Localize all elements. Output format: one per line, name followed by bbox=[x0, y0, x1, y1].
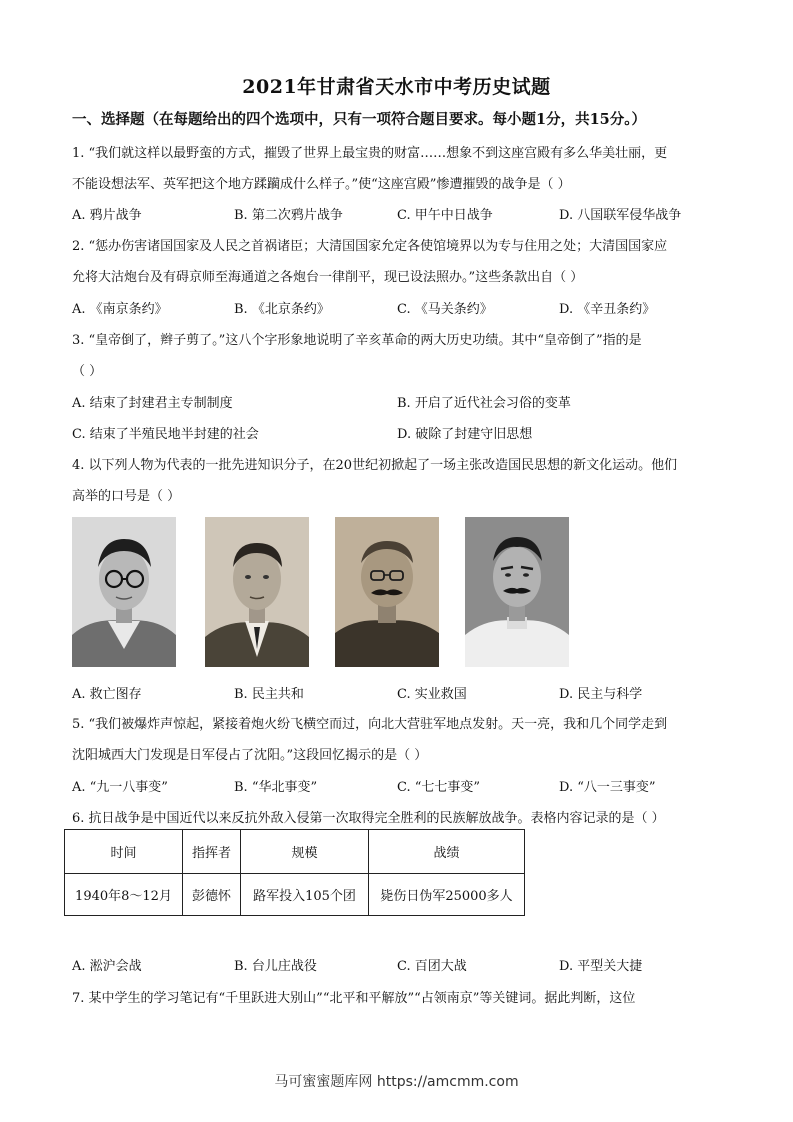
table-header-cell: 战绩 bbox=[369, 830, 525, 874]
table-header-cell: 指挥者 bbox=[183, 830, 241, 874]
q4-option-d: D. 民主与科学 bbox=[559, 687, 643, 702]
table-header-cell: 时间 bbox=[65, 830, 183, 874]
table-cell: 毙伤日伪军25000多人 bbox=[369, 874, 525, 916]
q3-option-a: A. 结束了封建君主专制制度 bbox=[72, 396, 233, 411]
q5-stem-line1: 5. “我们被爆炸声惊起，紧接着炮火纷飞横空而过，向北大营驻军地点发射。天一亮，我和几个同学走到 bbox=[72, 717, 668, 732]
section-heading: 一、选择题（在每题给出的四个选项中，只有一项符合题目要求。每小题1分，共15分。） bbox=[72, 111, 647, 128]
q4-stem-line1: 4. 以下列人物为代表的一批先进知识分子，在20世纪初掀起了一场主张改造国民思想的新文化运动。他们 bbox=[72, 458, 678, 473]
q2-stem-line2: 允将大沽炮台及有碍京师至海通道之各炮台一律削平，现已设法照办。”这些条款出自（ ） bbox=[72, 270, 584, 285]
q2-stem-line1: 2. “惩办伤害诸国国家及人民之首祸诸臣；大清国国家允定各使馆境界以为专与住用之处；大清国国家应 bbox=[72, 239, 668, 254]
q1-option-d: D. 八国联军侵华战争 bbox=[559, 208, 682, 223]
q5-option-c: C. “七七事变” bbox=[397, 780, 481, 795]
q1-option-b: B. 第二次鸦片战争 bbox=[234, 208, 343, 223]
q1-option-c: C. 甲午中日战争 bbox=[397, 208, 493, 223]
q6-option-a: A. 淞沪会战 bbox=[72, 959, 142, 974]
portrait-photo-3 bbox=[335, 517, 439, 667]
table-cell: 路军投入105个团 bbox=[241, 874, 369, 916]
q2-option-c: C. 《马关条约》 bbox=[397, 302, 493, 317]
q6-option-c: C. 百团大战 bbox=[397, 959, 467, 974]
q6-option-d: D. 平型关大捷 bbox=[559, 959, 643, 974]
q6-record-table bbox=[64, 829, 525, 916]
portrait-photo-1 bbox=[72, 517, 176, 667]
q3-option-b: B. 开启了近代社会习俗的变革 bbox=[397, 396, 571, 411]
table-row bbox=[65, 874, 525, 916]
q2-option-a: A. 《南京条约》 bbox=[72, 302, 168, 317]
table-cell: 彭德怀 bbox=[183, 874, 241, 916]
q5-stem-line2: 沈阳城西大门发现是日军侵占了沈阳。”这段回忆揭示的是（ ） bbox=[72, 748, 428, 763]
q7-stem-line1: 7. 某中学生的学习笔记有“千里跃进大别山”“北平和平解放”“占领南京”等关键词。据此判断，这位 bbox=[72, 991, 636, 1006]
footer-watermark[interactable]: 马可蜜蜜题库网 https://amcmm.com bbox=[274, 1074, 519, 1090]
q1-stem-line1: 1. “我们就这样以最野蛮的方式，摧毁了世界上最宝贵的财富……想象不到这座宫殿有多么华美壮丽，更 bbox=[72, 146, 668, 161]
q4-option-b: B. 民主共和 bbox=[234, 687, 304, 702]
q5-option-b: B. “华北事变” bbox=[234, 780, 318, 795]
q6-option-b: B. 台儿庄战役 bbox=[234, 959, 317, 974]
q5-option-a: A. “九一八事变” bbox=[72, 780, 168, 795]
q3-stem-line2: （ ） bbox=[72, 364, 103, 379]
q3-option-d: D. 破除了封建守旧思想 bbox=[397, 427, 533, 442]
q3-stem-line1: 3. “皇帝倒了，辫子剪了。”这八个字形象地说明了辛亥革命的两大历史功绩。其中“皇帝倒了”指的是 bbox=[72, 333, 642, 348]
q2-option-d: D. 《辛丑条约》 bbox=[559, 302, 656, 317]
q4-option-a: A. 救亡图存 bbox=[72, 687, 142, 702]
page-title: 2021年甘肃省天水市中考历史试题 bbox=[242, 76, 551, 98]
portrait-photo-4 bbox=[465, 517, 569, 667]
table-cell: 1940年8～12月 bbox=[65, 874, 183, 916]
q6-stem-line1: 6. 抗日战争是中国近代以来反抗外敌入侵第一次取得完全胜利的民族解放战争。表格内容记录的是（ ） bbox=[72, 811, 665, 826]
q1-option-a: A. 鸦片战争 bbox=[72, 208, 142, 223]
q4-option-c: C. 实业救国 bbox=[397, 687, 467, 702]
q4-stem-line2: 高举的口号是（ ） bbox=[72, 489, 181, 504]
q1-stem-line2: 不能设想法军、英军把这个地方蹂躏成什么样子。”使“这座宫殿”惨遭摧毁的战争是（ ） bbox=[72, 177, 571, 192]
table-header-row bbox=[65, 830, 525, 874]
q2-option-b: B. 《北京条约》 bbox=[234, 302, 330, 317]
q3-option-c: C. 结束了半殖民地半封建的社会 bbox=[72, 427, 259, 442]
q5-option-d: D. “八一三事变” bbox=[559, 780, 656, 795]
table-header-cell: 规模 bbox=[241, 830, 369, 874]
portrait-photo-2 bbox=[205, 517, 309, 667]
